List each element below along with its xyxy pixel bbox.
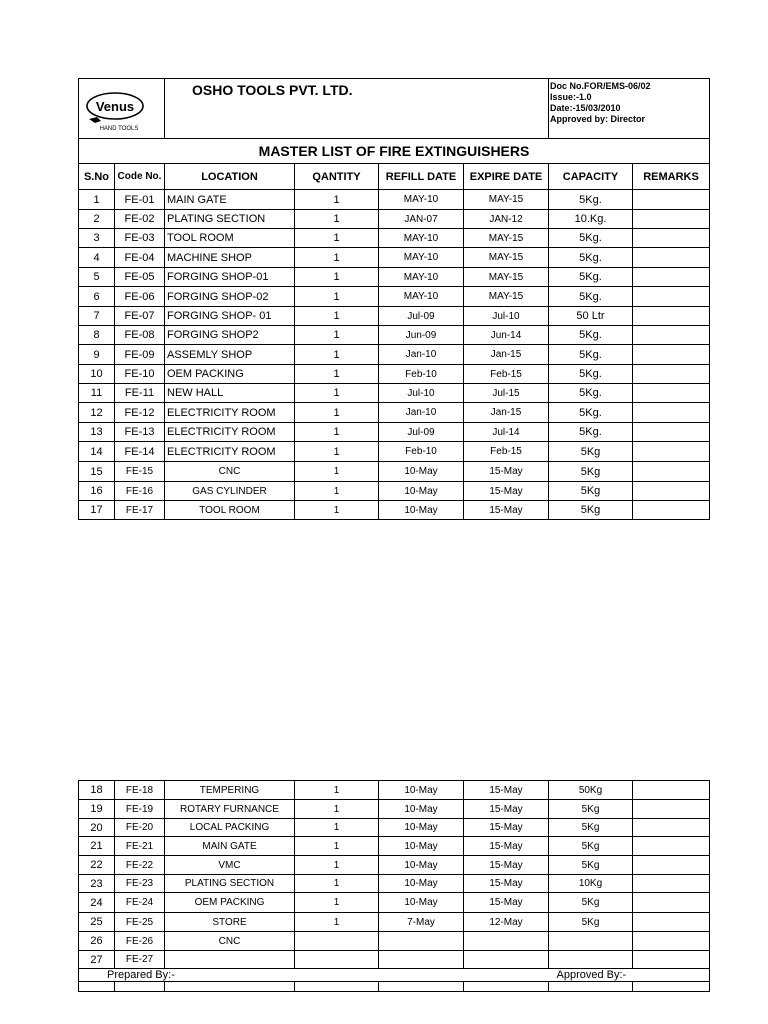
cell-remarks: [633, 423, 710, 442]
cell-capacity: 5Kg: [549, 893, 633, 913]
cell-refill-date: 10-May: [379, 856, 464, 875]
cell-sno: 4: [79, 248, 115, 268]
cell-expire-date: 15-May: [464, 462, 549, 482]
cell-expire-date: MAY-15: [464, 268, 549, 287]
cell-expire-date: Jul-10: [464, 307, 549, 326]
cell-remarks: [633, 248, 710, 268]
cell-refill-date: MAY-10: [379, 248, 464, 268]
fire-extinguisher-table-page1: [78, 78, 710, 520]
cell-remarks: [633, 190, 710, 210]
cell-location: TOOL ROOM: [165, 501, 295, 520]
col-header-code: Code No.: [115, 164, 165, 190]
cell-code: FE-02: [115, 210, 165, 229]
prepared-by-label: Prepared By:-: [79, 969, 549, 982]
cell-remarks: [633, 307, 710, 326]
cell-quantity: [295, 932, 379, 951]
col-header-remarks: REMARKS: [633, 164, 710, 190]
cell-remarks: [633, 365, 710, 384]
cell-location: ELECTRICITY ROOM: [165, 403, 295, 423]
cell-sno: 23: [79, 875, 115, 893]
cell-quantity: 1: [295, 326, 379, 345]
cell-sno: 20: [79, 819, 115, 837]
cell-code: FE-04: [115, 248, 165, 268]
cell-quantity: 1: [295, 268, 379, 287]
cell-capacity: 5Kg.: [549, 229, 633, 248]
table-row: [79, 442, 710, 462]
cell-capacity: 5Kg.: [549, 423, 633, 442]
cell-expire-date: 15-May: [464, 856, 549, 875]
cell-sno: 22: [79, 856, 115, 875]
cell-code: FE-16: [115, 482, 165, 501]
cell-capacity: 5Kg: [549, 856, 633, 875]
table-row: [79, 932, 710, 951]
cell-capacity: 5Kg.: [549, 384, 633, 403]
cell-remarks: [633, 229, 710, 248]
doc-info: [549, 79, 710, 139]
company-logo: [79, 79, 165, 139]
cell-refill-date: MAY-10: [379, 287, 464, 307]
cell-code: FE-23: [115, 875, 165, 893]
cell-sno: 14: [79, 442, 115, 462]
cell-expire-date: 15-May: [464, 837, 549, 856]
cell-expire-date: 15-May: [464, 819, 549, 837]
cell-quantity: 1: [295, 229, 379, 248]
cell-sno: 3: [79, 229, 115, 248]
cell-refill-date: MAY-10: [379, 268, 464, 287]
cell-refill-date: 10-May: [379, 482, 464, 501]
cell-location: CNC: [165, 932, 295, 951]
table-row: [79, 287, 710, 307]
cell-expire-date: 15-May: [464, 875, 549, 893]
footer-row: [79, 969, 710, 982]
cell-refill-date: Jun-09: [379, 326, 464, 345]
table-row: [79, 248, 710, 268]
cell-code: FE-21: [115, 837, 165, 856]
table-row: [79, 307, 710, 326]
table-row: [79, 384, 710, 403]
cell-location: [165, 951, 295, 969]
cell-quantity: 1: [295, 837, 379, 856]
cell-refill-date: [379, 951, 464, 969]
cell-sno: 2: [79, 210, 115, 229]
table-row: [79, 837, 710, 856]
cell-quantity: 1: [295, 913, 379, 932]
cell-capacity: 50Kg: [549, 781, 633, 800]
cell-code: FE-01: [115, 190, 165, 210]
cell-expire-date: [464, 951, 549, 969]
cell-capacity: 10.Kg.: [549, 210, 633, 229]
cell-location: MAIN GATE: [165, 837, 295, 856]
cell-sno: 1: [79, 190, 115, 210]
cell-sno: 25: [79, 913, 115, 932]
cell-quantity: 1: [295, 384, 379, 403]
cell-remarks: [633, 326, 710, 345]
col-header-capacity: CAPACITY: [549, 164, 633, 190]
cell-quantity: 1: [295, 442, 379, 462]
col-header-quantity: QANTITY: [295, 164, 379, 190]
cell-refill-date: 10-May: [379, 462, 464, 482]
cell-sno: 8: [79, 326, 115, 345]
cell-sno: 7: [79, 307, 115, 326]
cell-remarks: [633, 913, 710, 932]
cell-quantity: 1: [295, 190, 379, 210]
cell-refill-date: 10-May: [379, 893, 464, 913]
cell-capacity: 5Kg: [549, 837, 633, 856]
cell-remarks: [633, 442, 710, 462]
cell-capacity: 5Kg: [549, 462, 633, 482]
cell-remarks: [633, 403, 710, 423]
col-header-location: LOCATION: [165, 164, 295, 190]
document-header-row: [79, 79, 710, 139]
table-row: [79, 781, 710, 800]
cell-remarks: [633, 345, 710, 365]
cell-code: FE-12: [115, 403, 165, 423]
cell-expire-date: Jul-14: [464, 423, 549, 442]
cell-expire-date: Jul-15: [464, 384, 549, 403]
cell-code: FE-19: [115, 800, 165, 819]
cell-quantity: 1: [295, 893, 379, 913]
blank-cell: [165, 982, 295, 992]
cell-refill-date: 10-May: [379, 837, 464, 856]
cell-code: FE-06: [115, 287, 165, 307]
cell-location: FORGING SHOP-01: [165, 268, 295, 287]
cell-sno: 27: [79, 951, 115, 969]
cell-capacity: 10Kg: [549, 875, 633, 893]
table-row: [79, 462, 710, 482]
cell-capacity: 5Kg: [549, 482, 633, 501]
cell-expire-date: 15-May: [464, 781, 549, 800]
blank-cell: [633, 982, 710, 992]
cell-quantity: 1: [295, 800, 379, 819]
cell-remarks: [633, 482, 710, 501]
cell-capacity: 5Kg.: [549, 190, 633, 210]
cell-code: FE-03: [115, 229, 165, 248]
cell-sno: 10: [79, 365, 115, 384]
cell-remarks: [633, 800, 710, 819]
col-header-refill-date: REFILL DATE: [379, 164, 464, 190]
table-row: [79, 268, 710, 287]
cell-sno: 19: [79, 800, 115, 819]
cell-capacity: 5Kg: [549, 913, 633, 932]
cell-code: FE-26: [115, 932, 165, 951]
cell-location: ELECTRICITY ROOM: [165, 442, 295, 462]
cell-refill-date: [379, 932, 464, 951]
cell-expire-date: MAY-15: [464, 229, 549, 248]
cell-remarks: [633, 893, 710, 913]
table-row: [79, 365, 710, 384]
cell-remarks: [633, 856, 710, 875]
cell-capacity: [549, 951, 633, 969]
cell-expire-date: Jan-15: [464, 403, 549, 423]
cell-sno: 13: [79, 423, 115, 442]
cell-code: FE-15: [115, 462, 165, 482]
cell-quantity: 1: [295, 210, 379, 229]
cell-location: PLATING SECTION: [165, 210, 295, 229]
blank-cell: [464, 982, 549, 992]
cell-sno: 16: [79, 482, 115, 501]
cell-expire-date: 15-May: [464, 482, 549, 501]
cell-capacity: [549, 932, 633, 951]
doc-issue: Issue:-1.0: [550, 92, 592, 102]
cell-capacity: 5Kg.: [549, 287, 633, 307]
cell-sno: 24: [79, 893, 115, 913]
cell-quantity: 1: [295, 287, 379, 307]
column-header-row: [79, 164, 710, 190]
venus-logo-icon: [79, 79, 165, 133]
cell-quantity: 1: [295, 248, 379, 268]
cell-code: FE-09: [115, 345, 165, 365]
cell-location: GAS CYLINDER: [165, 482, 295, 501]
cell-sno: 18: [79, 781, 115, 800]
cell-quantity: 1: [295, 875, 379, 893]
cell-quantity: 1: [295, 501, 379, 520]
cell-location: FORGING SHOP- 01: [165, 307, 295, 326]
cell-location: ELECTRICITY ROOM: [165, 423, 295, 442]
cell-location: OEM PACKING: [165, 893, 295, 913]
cell-refill-date: 10-May: [379, 875, 464, 893]
cell-refill-date: MAY-10: [379, 229, 464, 248]
fire-extinguisher-table-page2: [78, 780, 710, 992]
cell-remarks: [633, 837, 710, 856]
cell-location: FORGING SHOP-02: [165, 287, 295, 307]
cell-code: FE-17: [115, 501, 165, 520]
cell-code: FE-10: [115, 365, 165, 384]
cell-quantity: 1: [295, 856, 379, 875]
cell-expire-date: MAY-15: [464, 287, 549, 307]
cell-sno: 11: [79, 384, 115, 403]
cell-refill-date: 7-May: [379, 913, 464, 932]
table-row: [79, 229, 710, 248]
cell-sno: 26: [79, 932, 115, 951]
cell-code: FE-27: [115, 951, 165, 969]
logo-subtext: HAND TOOLS: [99, 126, 139, 132]
col-header-expire-date: EXPIRE DATE: [464, 164, 549, 190]
blank-cell: [115, 982, 165, 992]
cell-sno: 21: [79, 837, 115, 856]
cell-code: FE-11: [115, 384, 165, 403]
cell-sno: 9: [79, 345, 115, 365]
approved-by-label: Approved By:-: [549, 969, 710, 982]
cell-expire-date: 15-May: [464, 501, 549, 520]
cell-code: FE-05: [115, 268, 165, 287]
cell-code: FE-25: [115, 913, 165, 932]
cell-remarks: [633, 287, 710, 307]
logo-text: Venus: [95, 99, 135, 114]
cell-capacity: 5Kg: [549, 442, 633, 462]
cell-expire-date: 15-May: [464, 893, 549, 913]
cell-code: FE-24: [115, 893, 165, 913]
table-row: [79, 951, 710, 969]
cell-refill-date: Feb-10: [379, 365, 464, 384]
cell-location: ROTARY FURNANCE: [165, 800, 295, 819]
cell-code: FE-14: [115, 442, 165, 462]
cell-location: STORE: [165, 913, 295, 932]
cell-capacity: 5Kg.: [549, 345, 633, 365]
cell-remarks: [633, 462, 710, 482]
table-row: [79, 345, 710, 365]
table-row: [79, 893, 710, 913]
cell-quantity: [295, 951, 379, 969]
blank-cell: [295, 982, 379, 992]
blank-cell: [549, 982, 633, 992]
cell-sno: 15: [79, 462, 115, 482]
cell-refill-date: 10-May: [379, 800, 464, 819]
cell-expire-date: 12-May: [464, 913, 549, 932]
cell-sno: 6: [79, 287, 115, 307]
table-row: [79, 800, 710, 819]
cell-quantity: 1: [295, 819, 379, 837]
cell-capacity: 5Kg.: [549, 248, 633, 268]
cell-capacity: 5Kg.: [549, 268, 633, 287]
page-title: MASTER LIST OF FIRE EXTINGUISHERS: [79, 139, 710, 164]
table-row: [79, 210, 710, 229]
cell-quantity: 1: [295, 365, 379, 384]
cell-refill-date: MAY-10: [379, 190, 464, 210]
cell-location: ASSEMLY SHOP: [165, 345, 295, 365]
cell-remarks: [633, 819, 710, 837]
company-name: OSHO TOOLS PVT. LTD.: [165, 79, 549, 139]
blank-cell: [79, 982, 115, 992]
cell-refill-date: Jan-10: [379, 403, 464, 423]
cell-location: TOOL ROOM: [165, 229, 295, 248]
table-row: [79, 326, 710, 345]
cell-sno: 17: [79, 501, 115, 520]
cell-code: FE-20: [115, 819, 165, 837]
cell-location: OEM PACKING: [165, 365, 295, 384]
cell-remarks: [633, 384, 710, 403]
cell-capacity: 5Kg: [549, 800, 633, 819]
cell-location: FORGING SHOP2: [165, 326, 295, 345]
cell-refill-date: 10-May: [379, 781, 464, 800]
cell-refill-date: Jul-09: [379, 423, 464, 442]
cell-expire-date: MAY-15: [464, 190, 549, 210]
cell-quantity: 1: [295, 462, 379, 482]
table-row: [79, 875, 710, 893]
cell-code: FE-22: [115, 856, 165, 875]
cell-expire-date: [464, 932, 549, 951]
cell-refill-date: Jan-10: [379, 345, 464, 365]
cell-code: FE-18: [115, 781, 165, 800]
cell-remarks: [633, 932, 710, 951]
cell-refill-date: Feb-10: [379, 442, 464, 462]
cell-expire-date: Feb-15: [464, 365, 549, 384]
cell-expire-date: MAY-15: [464, 248, 549, 268]
cell-capacity: 5Kg.: [549, 403, 633, 423]
doc-number: Doc No.FOR/EMS-06/02: [550, 81, 651, 91]
cell-capacity: 5Kg: [549, 501, 633, 520]
cell-expire-date: Jan-15: [464, 345, 549, 365]
cell-refill-date: JAN-07: [379, 210, 464, 229]
cell-capacity: 50 Ltr: [549, 307, 633, 326]
cell-sno: 5: [79, 268, 115, 287]
cell-location: LOCAL PACKING: [165, 819, 295, 837]
cell-remarks: [633, 501, 710, 520]
cell-capacity: 5Kg: [549, 819, 633, 837]
table-row: [79, 403, 710, 423]
cell-quantity: 1: [295, 403, 379, 423]
table-row: [79, 913, 710, 932]
cell-expire-date: Jun-14: [464, 326, 549, 345]
cell-remarks: [633, 210, 710, 229]
cell-code: FE-08: [115, 326, 165, 345]
cell-refill-date: 10-May: [379, 819, 464, 837]
cell-quantity: 1: [295, 482, 379, 501]
cell-location: PLATING SECTION: [165, 875, 295, 893]
cell-remarks: [633, 268, 710, 287]
table-row: [79, 423, 710, 442]
doc-date: Date:-15/03/2010: [550, 103, 621, 113]
table-row: [79, 482, 710, 501]
cell-capacity: 5Kg.: [549, 365, 633, 384]
cell-quantity: 1: [295, 781, 379, 800]
title-row: [79, 139, 710, 164]
cell-code: FE-07: [115, 307, 165, 326]
cell-expire-date: JAN-12: [464, 210, 549, 229]
table-row: [79, 501, 710, 520]
cell-expire-date: 15-May: [464, 800, 549, 819]
cell-refill-date: 10-May: [379, 501, 464, 520]
table-row: [79, 190, 710, 210]
cell-location: MACHINE SHOP: [165, 248, 295, 268]
footer-blank-row: [79, 982, 710, 992]
cell-location: TEMPERING: [165, 781, 295, 800]
table-row: [79, 856, 710, 875]
col-header-sno: S.No: [79, 164, 115, 190]
cell-remarks: [633, 951, 710, 969]
cell-quantity: 1: [295, 423, 379, 442]
cell-remarks: [633, 875, 710, 893]
cell-location: CNC: [165, 462, 295, 482]
cell-location: MAIN GATE: [165, 190, 295, 210]
cell-location: VMC: [165, 856, 295, 875]
table-row: [79, 819, 710, 837]
blank-cell: [379, 982, 464, 992]
cell-code: FE-13: [115, 423, 165, 442]
cell-refill-date: Jul-10: [379, 384, 464, 403]
cell-expire-date: Feb-15: [464, 442, 549, 462]
cell-quantity: 1: [295, 307, 379, 326]
cell-quantity: 1: [295, 345, 379, 365]
cell-remarks: [633, 781, 710, 800]
cell-refill-date: Jul-09: [379, 307, 464, 326]
cell-sno: 12: [79, 403, 115, 423]
cell-location: NEW HALL: [165, 384, 295, 403]
cell-capacity: 5Kg.: [549, 326, 633, 345]
doc-approved-by: Approved by: Director: [550, 114, 646, 124]
